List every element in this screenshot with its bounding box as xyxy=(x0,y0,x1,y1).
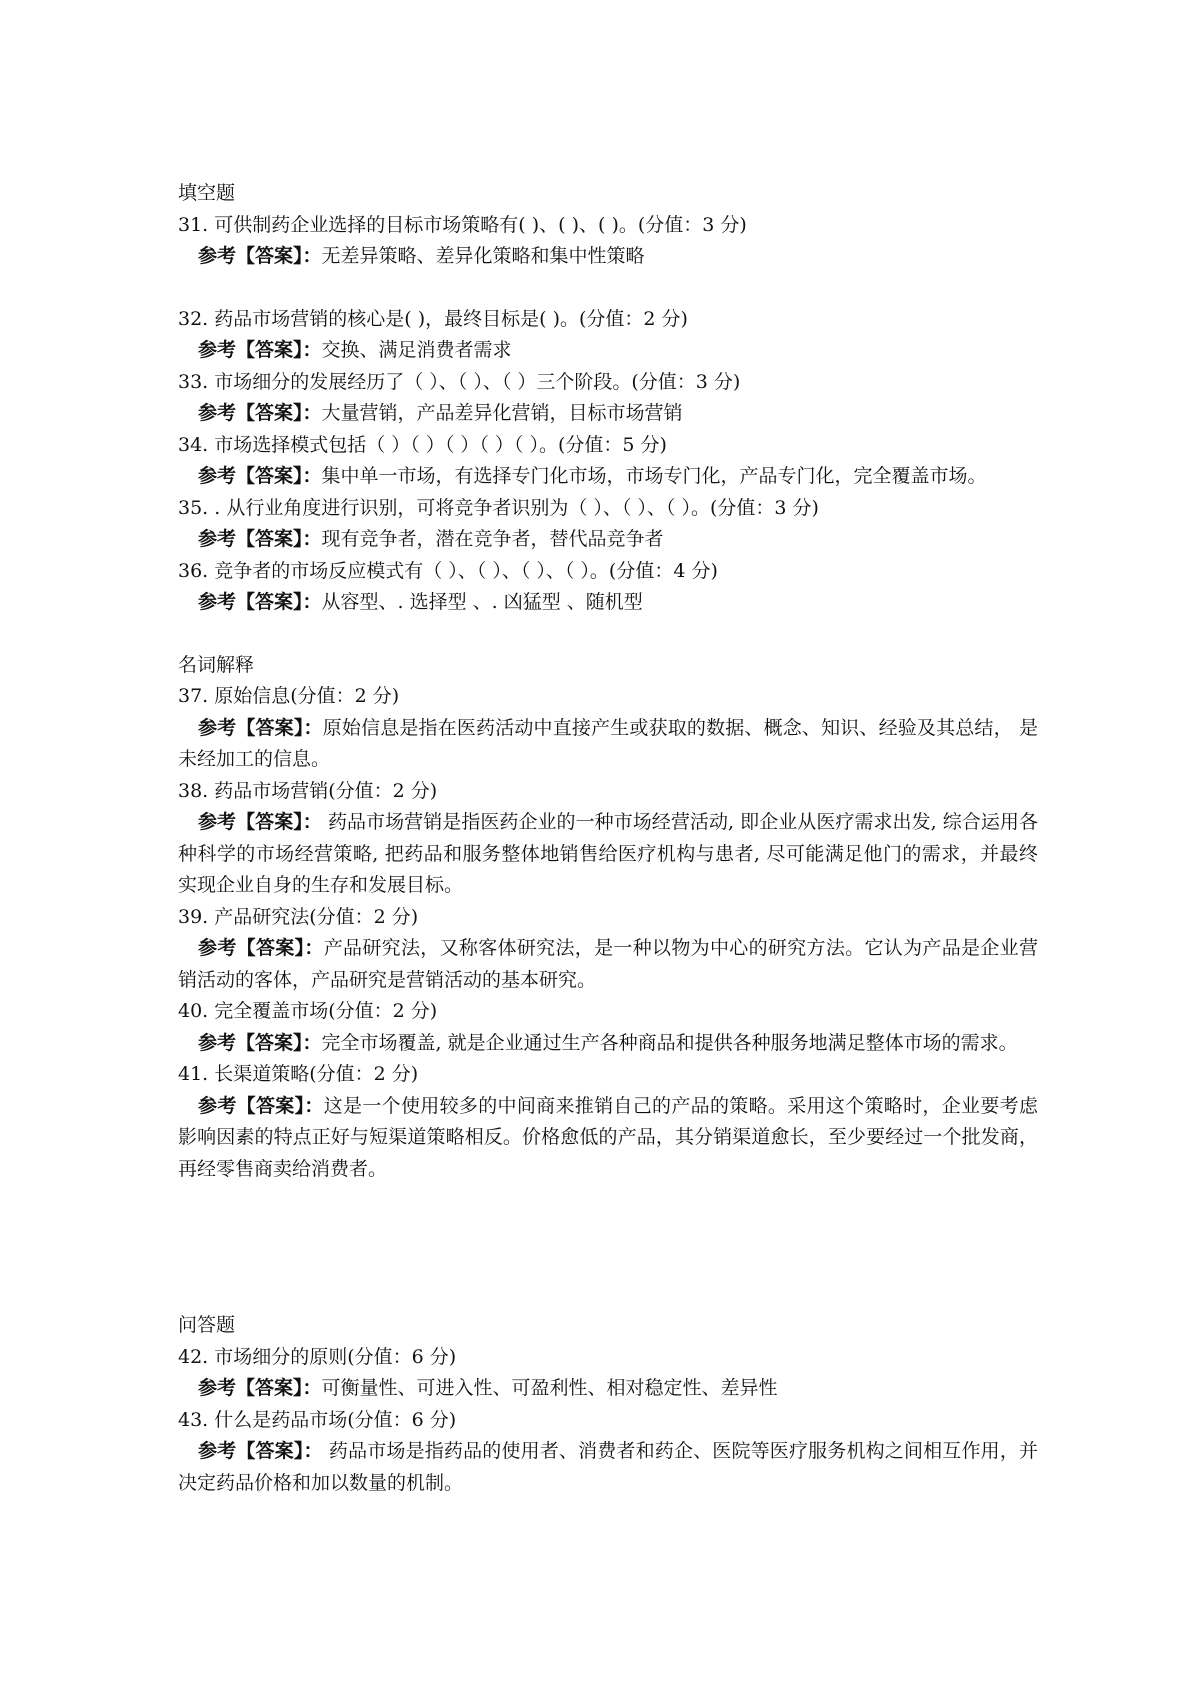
question-text: 40. 完全覆盖市场(分值：2 分) xyxy=(178,1000,438,1022)
answer-text xyxy=(178,587,1038,619)
answer-label: 参考【答案】： xyxy=(198,1031,322,1054)
answer-text xyxy=(178,335,1038,367)
answer-text xyxy=(178,1028,1038,1060)
answer-body: 完全市场覆盖, 就是企业通过生产各种商品和提供各种服务地满足整体市场的需求。 xyxy=(321,1031,1018,1054)
answer-label: 参考【答案】： xyxy=(198,811,322,833)
answer-label: 参考【答案】： xyxy=(198,528,322,550)
answer-text xyxy=(178,1091,1038,1186)
question-text: 35. . 从行业角度进行识别，可将竞争者识别为（ ）、（ ）、（ ）。(分值：3 分) xyxy=(178,496,819,519)
question-item xyxy=(178,493,1038,556)
answer-body: 药品市场营销是指医药企业的一种市场经营活动, 即企业从医疗需求出发, 综合运用各种科学的市场经营策略, 把药品和服务整体地销售给医疗机构与患者, 尽可能满足他门的需求，并最终实现企业自身的生存和发展目标。 xyxy=(178,811,1038,896)
section-short-answer xyxy=(178,1310,1038,1499)
answer-body: 无差异策略、差异化策略和集中性策略 xyxy=(321,245,645,267)
answer-body: 产品研究法，又称客体研究法，是一种以物为中心的研究方法。它认为产品是企业营销活动的客体，产品研究是营销活动的基本研究。 xyxy=(178,937,1038,991)
question-text: 34. 市场选择模式包括（ ）（ ）（ ）（ ）（ ）。(分值：5 分) xyxy=(178,433,667,456)
answer-text xyxy=(178,1373,1038,1405)
answer-label: 参考【答案】： xyxy=(198,402,322,424)
answer-label: 参考【答案】： xyxy=(198,1094,324,1117)
question-text: 42. 市场细分的原则(分值：6 分) xyxy=(178,1345,457,1368)
question-text: 32. 药品市场营销的核心是( )，最终目标是( )。(分值：2 分) xyxy=(178,307,688,330)
question-text: 39. 产品研究法(分值：2 分) xyxy=(178,905,419,928)
question-item xyxy=(178,304,1038,367)
answer-label: 参考【答案】： xyxy=(198,716,323,739)
question-text: 41. 长渠道策略(分值：2 分) xyxy=(178,1063,419,1085)
question-item xyxy=(178,996,1038,1059)
question-item xyxy=(178,556,1038,619)
question-text: 43. 什么是药品市场(分值：6 分) xyxy=(178,1408,457,1431)
question-text: 31. 可供制药企业选择的目标市场策略有( )、( )、( )。(分值：3 分) xyxy=(178,213,747,236)
question-text: 33. 市场细分的发展经历了（ ）、（ ）、（ ）三个阶段。(分值：3 分) xyxy=(178,370,741,393)
section-heading: 问答题 xyxy=(178,1314,236,1336)
answer-label: 参考【答案】： xyxy=(198,1377,322,1399)
answer-text xyxy=(178,807,1038,902)
section-heading: 名词解释 xyxy=(178,653,255,676)
question-text: 38. 药品市场营销(分值：2 分) xyxy=(178,779,438,802)
answer-body: 大量营销，产品差异化营销，目标市场营销 xyxy=(321,402,683,424)
answer-text xyxy=(178,713,1038,776)
answer-body: 药品市场是指药品的使用者、消费者和药企、医院等医疗服务机构之间相互作用，并决定药品价格和加以数量的机制。 xyxy=(178,1440,1038,1494)
question-item xyxy=(178,367,1038,430)
answer-label: 参考【答案】： xyxy=(198,245,322,267)
answer-text xyxy=(178,398,1038,430)
answer-label: 参考【答案】： xyxy=(198,937,324,959)
question-item xyxy=(178,681,1038,776)
answer-text xyxy=(178,1436,1038,1499)
answer-body: 现有竞争者，潜在竞争者，替代品竞争者 xyxy=(321,528,664,550)
answer-body: 从容型、. 选择型 、. 凶猛型 、随机型 xyxy=(321,591,643,613)
exam-document xyxy=(178,178,1038,1499)
question-item xyxy=(178,210,1038,273)
section-heading: 填空题 xyxy=(178,182,236,204)
section-fill-blank xyxy=(178,178,1038,619)
question-item xyxy=(178,1405,1038,1500)
answer-body: 可衡量性、可进入性、可盈利性、相对稳定性、差异性 xyxy=(321,1377,778,1399)
question-item xyxy=(178,430,1038,493)
question-item xyxy=(178,1059,1038,1185)
answer-body: 集中单一市场，有选择专门化市场，市场专门化，产品专门化，完全覆盖市场。 xyxy=(321,465,987,487)
answer-body: 这是一个使用较多的中间商来推销自己的产品的策略。采用这个策略时，企业要考虑影响因素的特点正好与短渠道策略相反。价格愈低的产品，其分销渠道愈长，至少要经过一个批发商，再经零售商卖给消费者。 xyxy=(178,1094,1038,1180)
question-text: 37. 原始信息(分值：2 分) xyxy=(178,685,400,707)
question-item xyxy=(178,776,1038,902)
question-item xyxy=(178,902,1038,997)
answer-text xyxy=(178,461,1038,493)
question-text: 36. 竞争者的市场反应模式有（ ）、（ ）、（ ）、（ ）。(分值：4 分) xyxy=(178,559,718,582)
question-item xyxy=(178,1342,1038,1405)
answer-body: 交换、满足消费者需求 xyxy=(321,339,512,361)
answer-label: 参考【答案】： xyxy=(198,1440,323,1462)
answer-text xyxy=(178,241,1038,273)
answer-body: 原始信息是指在医药活动中直接产生或获取的数据、概念、知识、经验及其总结， 是未经加工的信息。 xyxy=(178,716,1038,770)
answer-text xyxy=(178,524,1038,556)
answer-label: 参考【答案】： xyxy=(198,465,322,487)
answer-text xyxy=(178,933,1038,996)
section-term-definitions xyxy=(178,650,1038,1186)
answer-label: 参考【答案】： xyxy=(198,339,322,361)
answer-label: 参考【答案】： xyxy=(198,591,322,613)
